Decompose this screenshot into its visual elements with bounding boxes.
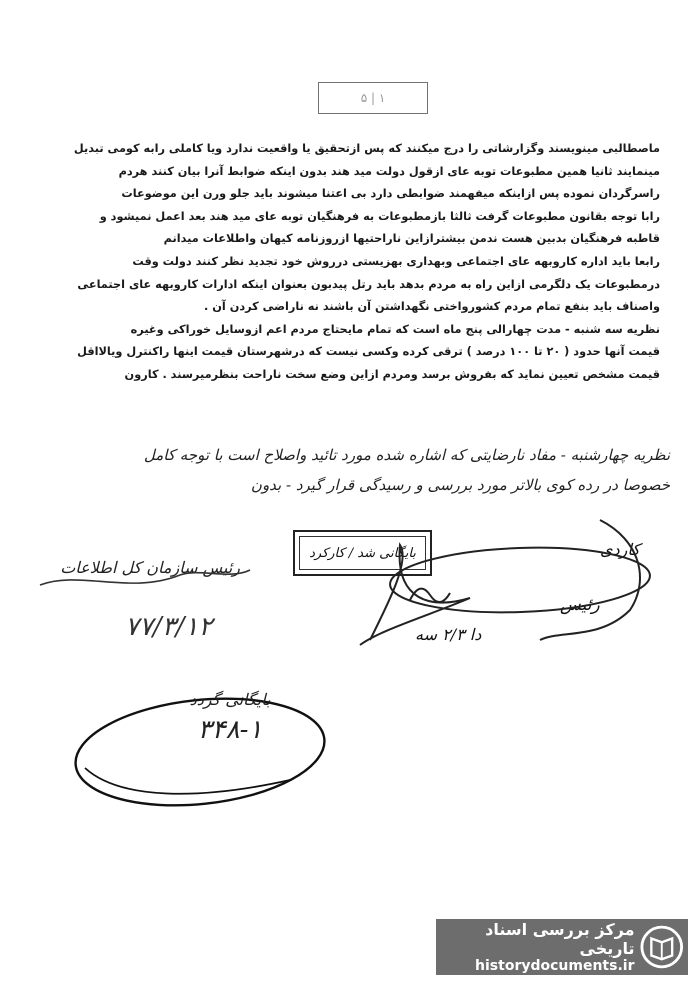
book-logo-icon <box>640 924 684 970</box>
text-line: درمطبوعات یک دلگرمی ازاین راه به مردم بدهد باید رتل پیدبون بعنوان اینکه ادارات کاروبهه عای اجتماعی <box>77 277 660 291</box>
watermark-text <box>436 920 634 974</box>
handwritten-line: خصوصا در رده کوی بالاتر مورد بررسی و رسیدگی قرار گیرد - بدون <box>250 476 670 494</box>
archive-note-line: بایگانی گردد <box>189 690 271 709</box>
handwritten-note <box>70 440 670 500</box>
watermark-url[interactable]: historydocuments.ir <box>475 958 635 974</box>
handwritten-line: نظریه چهارشنبه - مفاد نارضایتی که اشاره شده مورد تائید واصلاح است با توجه کامل <box>143 446 670 464</box>
signature-right-3: دا ۲/۳ سه <box>415 625 482 644</box>
archive-note-oval <box>140 690 320 745</box>
typed-report <box>30 138 660 387</box>
signature-right-1: کاردی <box>600 540 640 559</box>
text-line: قاطبه فرهنگیان بدبین هست ندمن بیشترازاین ناراحتیها ازروزنامه کیهان واطلاعات میدانم <box>163 232 660 246</box>
archive-note-number: ۳۴۸-۱ <box>197 715 263 745</box>
text-line: واصناف باید بنفع تمام مردم کشورواختی نگهداشتن آن باشند نه ناراضی کردن آن . <box>204 300 660 314</box>
text-line: رابعا باید اداره کاروبهه عای اجتماعی وبهداری بهزیستی درروش خود تجدید نظر کنند دولت وقت <box>132 254 660 268</box>
archive-stamp <box>293 530 432 576</box>
archive-stamp-text: بایگانی شد / کارکرد <box>309 545 416 561</box>
text-line: راسرگردان نموده پس ازاینکه میفهمند ضوابطی دارد بی اعتنا میشوند باید جلو ورن این موضوعات <box>121 187 660 201</box>
text-line: نظریه سه شنبه - مدت چهارالی پنج ماه است که تمام مایحتاج مردم اعم ازوسایل خوراکی وغیره <box>130 322 660 336</box>
signature-oval-flourish <box>85 768 290 794</box>
text-line: مینمایند ثانیا همین مطبوعات توبه عای ازقول دولت مید هند بدون اینکه ضوابط آنرا بیان کنند هردم <box>118 164 660 178</box>
text-line: ماصطالبی مینویسند وگزارشاتی را درج میکنند که پس ازتحقیق یا واقعیت ندارد ویا کاملی رابه کومی تبدیل <box>73 142 660 155</box>
signature-left-number: ۷۷/۳/۱۲ <box>125 612 213 642</box>
signature-right-2: رئیس <box>560 595 600 615</box>
watermark-title: مرکز بررسی اسناد تاریخی <box>485 920 635 958</box>
paragraph-2 <box>30 319 660 387</box>
text-line: قیمت مشخص تعیین نماید که بفروش برسد ومردم ازاین وضع سخت ناراحت بنظرمیرسند . کارون <box>124 367 660 381</box>
watermark-banner <box>436 919 688 975</box>
paragraph-1 <box>30 138 660 319</box>
top-stamp: ۱ | ۵ <box>318 82 428 114</box>
signature-scribble-small <box>410 589 450 602</box>
text-line: قیمت آنها حدود ( ۲۰ تا ۱۰۰ درصد ) ترقی کرده وکسی نیست که درشهرستان قیمت اینها راکنترل ویالااقل <box>77 345 660 359</box>
signature-left-text: رئیس سازمان کل اطلاعات <box>60 558 240 577</box>
signature-swoop-right <box>540 520 640 640</box>
text-line: رابا توجه بقانون مطبوعات گرفت ثالثا بازمطبوعات به فرهنگیان توبه عای مید هند بعد اعمل نمیشود و <box>99 209 660 223</box>
